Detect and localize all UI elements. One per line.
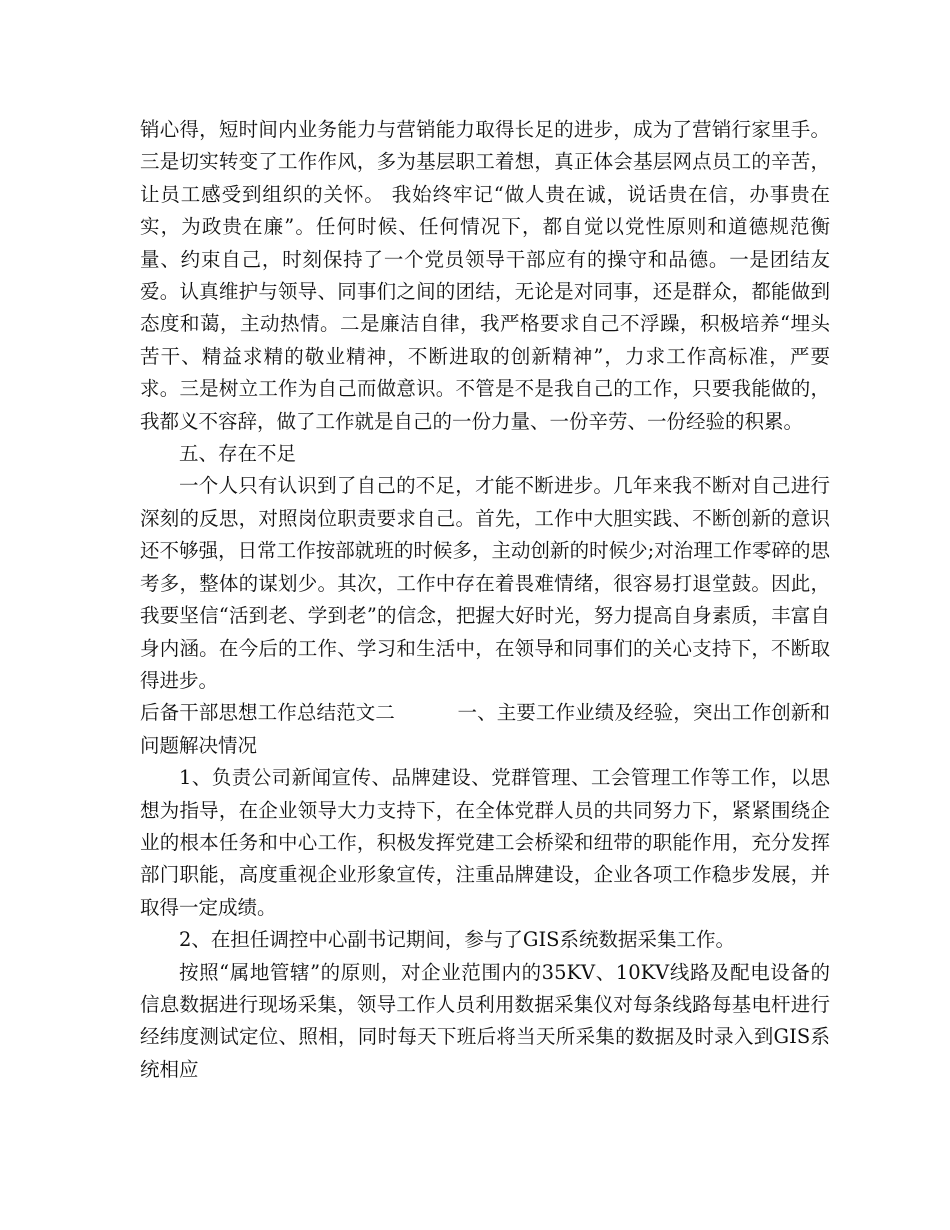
section-heading-shortcomings: 五、存在不足 [179, 442, 297, 466]
article-title: 后备干部思想工作总结范文二 [140, 701, 395, 725]
list-item-2: 2、在担任调控中心副书记期间，参与了GIS系统数据采集工作。 [179, 928, 736, 952]
paragraph-continuation: 销心得，短时间内业务能力与营销能力取得长足的进步，成为了营销行家里手。三是切实转变了工作作风，多为基层职工着想，真正体会基层网点员工的辛苦，让员工感受到组织的关怀。 我始终牢记“做人贵在诚，说话贵在信，办事贵在实，为政贵在廉”。任何时候、任何情况下，都自觉以党性原则和道德规范衡量、约束自己，时刻保持了一个党员领导干部应有的操守和品德。一是团结友爱。认真维护与领导、同事们之间的团结，无论是对同事，还是群众，都能做到态度和蔼，主动热情。二是廉洁自律，我严格要求自己不浮躁，积极培养“埋头苦干、精益求精的敬业精神，不断进取的创新精神”，力求工作高标准，严要求。三是树立工作为自己而做意识。不管是不是我自己的工作，只要我能做的，我都义不容辞，做了工作就是自己的一份力量、一份辛劳、一份经验的积累。 [140, 118, 830, 433]
article-title-line [140, 697, 830, 762]
list-item-1: 1、负责公司新闻宣传、品牌建设、党群管理、工会管理工作等工作，以思想为指导，在企业领导大力支持下，在全体党群人员的共同努力下，紧紧围绕企业的根本任务和中心工作，积极发挥党建工会桥梁和纽带的职能作用，充分发挥部门职能，高度重视企业形象宣传，注重品牌建设，企业各项工作稳步发展，并取得一定成绩。 [140, 766, 830, 919]
paragraph-shortcomings: 一个人只有认识到了自己的不足，才能不断进步。几年来我不断对自己进行深刻的反思，对照岗位职责要求自己。首先，工作中大胆实践、不断创新的意识还不够强，日常工作按部就班的时候多，主动创新的时候少;对治理工作零碎的思考多，整体的谋划少。其次，工作中存在着畏难情绪，很容易打退堂鼓。因此，我要坚信“活到老、学到老”的信念，把握大好时光，努力提高自身素质，丰富自身内涵。在今后的工作、学习和生活中，在领导和同事们的关心支持下，不断取得进步。 [140, 474, 830, 692]
section-heading-achievements: 一、主要工作业绩及经验，突出工作创新和问题解决情况 [140, 701, 830, 757]
document-body [140, 114, 830, 1086]
paragraph-gis: 按照“属地管辖”的原则，对企业范围内的35KV、10KV线路及配电设备的信息数据进行现场采集，领导工作人员利用数据采集仪对每条线路每基电杆进行经纬度测试定位、照相，同时每天下班后将当天所采集的数据及时录入到GIS系统相应 [140, 960, 830, 1081]
